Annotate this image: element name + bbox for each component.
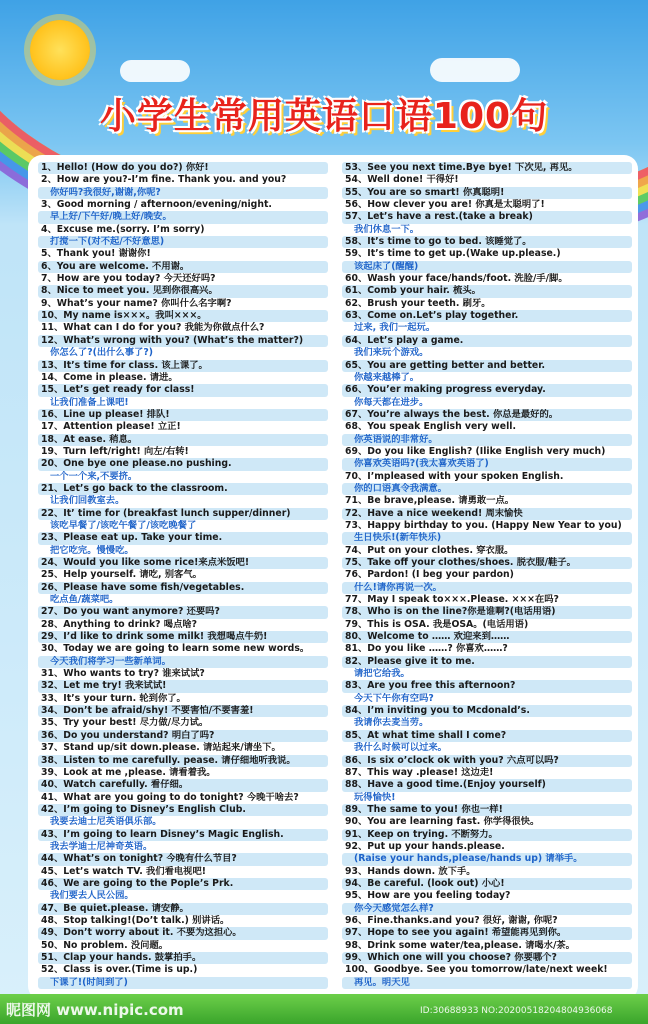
phrase-item: 53、See you next time.Bye bye! 下次见, 再见。 (342, 162, 632, 174)
phrase-translation: (Raise your hands,please/hands up) 请举手。 (342, 853, 632, 865)
phrase-item: 65、You are getting better and better. (342, 360, 632, 372)
phrase-item: 24、Would you like some rice!来点米饭吧! (38, 557, 328, 569)
phrase-translation: 你今天感觉怎么样? (342, 903, 632, 915)
phrase-item: 100、Goodbye. See you tomorrow/late/next week! (345, 964, 608, 976)
sun-decoration (30, 20, 90, 80)
phrase-translation: 生日快乐!(新年快乐) (342, 532, 632, 544)
phrase-translation: 我什么时候可以过来。 (354, 742, 447, 754)
phrase-item: 86、Is six o’clock ok with you? 六点可以吗? (342, 755, 632, 767)
phrase-item: 97、Hope to see you again! 希望能再见到你。 (342, 927, 632, 939)
phrase-item: 9、What’s your name? 你叫什么名字啊? (41, 297, 232, 309)
phrase-item: 17、Attention please! 立正! (41, 421, 181, 433)
phrase-translation: 什么!请你再说一次。 (342, 582, 632, 594)
phrase-item: 15、Let’s get ready for class! (38, 384, 328, 396)
phrase-item: 90、You are learning fast. 你学得很快。 (345, 816, 540, 828)
grass-footer (0, 994, 648, 1024)
phrase-item: 96、Fine.thanks.and you? 很好, 谢谢, 你呢? (345, 914, 558, 926)
phrase-translation: 该吃早餐了/该吃午餐了/该吃晚餐了 (50, 519, 197, 531)
phrase-item: 27、Do you want anymore? 还要吗? (38, 606, 328, 618)
phrase-item: 44、What’s on tonight? 今晚有什么节目? (38, 853, 328, 865)
phrase-translation: 一个一个来,不要挤。 (50, 470, 138, 482)
phrase-translation: 你喜欢英语吗?(我太喜欢英语了) (342, 458, 632, 470)
cloud-decoration (120, 60, 190, 82)
phrase-translation: 吃点鱼/蔬菜吧。 (50, 594, 119, 606)
phrase-item: 78、Who is on the line?你是谁啊?(电话用语) (342, 606, 632, 618)
phrase-item: 1、Hello! (How do you do?) 你好! (38, 162, 328, 174)
phrase-item: 71、Be brave,please. 请勇敢一点。 (345, 495, 515, 507)
phrase-item: 42、I’m going to Disney’s English Club. (38, 804, 328, 816)
phrase-item: 52、Class is over.(Time is up.) (41, 964, 198, 976)
phrase-item: 49、Don’t worry about it. 不要为这担心。 (38, 927, 328, 939)
phrase-item: 30、Today we are going to learn some new words。 (41, 643, 310, 655)
phrase-translation: 今天我们将学习一些新单词。 (38, 656, 328, 668)
phrase-item: 55、You are so smart! 你真聪明! (342, 187, 632, 199)
phrases-column-left (38, 162, 328, 989)
phrase-item: 70、I’mpleased with your spoken English. (345, 470, 564, 482)
phrase-item: 80、Welcome to …… 欢迎来到…… (342, 631, 632, 643)
phrase-translation: 再见。明天见 (342, 977, 632, 989)
phrase-translation: 打搅一下(对不起/不好意思) (38, 236, 328, 248)
phrase-item: 5、Thank you! 谢谢你! (41, 248, 151, 260)
phrase-translation: 你每天都在进步。 (354, 396, 429, 408)
phrase-translation: 把它吃完。慢慢吃。 (50, 544, 134, 556)
phrase-item: 22、It’ time for (breakfast lunch supper/dinner) (38, 508, 328, 520)
phrase-item: 95、How are you feeling today? (345, 890, 511, 902)
phrase-translation: 你的口语真令我满意。 (342, 483, 632, 495)
phrase-item: 28、Anything to drink? 喝点啥? (41, 618, 198, 630)
phrase-item: 77、May I speak to×××.Please. ×××在吗? (345, 594, 559, 606)
phrase-item: 25、Help yourself. 请吃, 别客气。 (41, 569, 202, 581)
phrase-translation: 让我们回教室去。 (50, 495, 125, 507)
phrase-translation: 该起床了(醒醒) (342, 261, 632, 273)
phrase-item: 98、Drink some water/tea,please. 请喝水/茶。 (345, 939, 575, 951)
phrase-item: 33、It’s your turn. 轮到你了。 (41, 692, 186, 704)
phrase-item: 14、Come in please. 请进。 (41, 371, 178, 383)
phrase-item: 82、Please give it to me. (342, 656, 632, 668)
phrase-item: 89、The same to you! 你也一样! (342, 804, 632, 816)
phrase-item: 37、Stand up/sit down.please. 请站起来/请坐下。 (41, 742, 281, 754)
phrase-item: 88、Have a good time.(Enjoy yourself) (342, 779, 632, 791)
phrase-translation: 过来, 我们一起玩。 (354, 322, 436, 334)
phrase-item: 38、Listen to me carefully. pease. 请仔细地听我说。 (38, 755, 328, 767)
phrase-item: 39、Look at me ,please. 请看着我。 (41, 766, 216, 778)
phrase-item: 72、Have a nice weekend! 周末愉快 (342, 508, 632, 520)
phrase-translation: 我们要去人民公园。 (50, 890, 134, 902)
phrase-translation: 让我们准备上课吧! (50, 396, 129, 408)
phrase-item: 12、What’s wrong with you? (What’s the matter?) (38, 335, 328, 347)
phrase-item: 26、Please have some fish/vegetables. (38, 582, 328, 594)
phrase-item: 16、Line up please! 排队! (38, 409, 328, 421)
phrase-item: 91、Keep on trying. 不断努力。 (342, 829, 632, 841)
phrase-item: 11、What can I do for you? 我能为你做点什么? (41, 322, 265, 334)
phrase-item: 29、I’d like to drink some milk! 我想喝点牛奶! (38, 631, 328, 643)
phrase-item: 7、How are you today? 今天还好吗? (41, 273, 216, 285)
phrase-translation: 玩得愉快! (354, 791, 396, 803)
phrase-item: 6、You are welcome. 不用谢。 (38, 261, 328, 273)
phrase-item: 54、Well done! 干得好! (345, 174, 459, 186)
phrase-item: 32、Let me try! 我来试试! (38, 680, 328, 692)
phrase-translation: 你好吗?我很好,谢谢,你呢? (38, 187, 328, 199)
phrase-item: 4、Excuse me.(sorry. I’m sorry) (41, 223, 205, 235)
phrase-item: 3、Good morning / afternoon/evening/night. (41, 199, 272, 211)
page-title: 小学生常用英语口语100句 (99, 96, 549, 137)
phrase-item: 99、Which one will you choose? 你要哪个? (342, 952, 632, 964)
phrase-item: 43、I’m going to learn Disney’s Magic English. (38, 829, 328, 841)
phrase-translation: 我要去迪士尼英语俱乐部。 (50, 816, 162, 828)
phrase-translation: 你怎么了?(出什么事了?) (50, 347, 153, 359)
phrase-item: 75、Take off your clothes/shoes. 脱衣服/鞋子。 (342, 557, 632, 569)
phrase-translation: 我请你去麦当劳。 (354, 717, 429, 729)
phrase-item: 62、Brush your teeth. 刷牙。 (345, 297, 491, 309)
phrase-item: 57、Let’s have a rest.(take a break) (342, 211, 632, 223)
cloud-decoration (430, 58, 520, 82)
phrase-item: 41、What are you going to do tonight? 今晚干啥去? (41, 791, 299, 803)
phrase-translation: 早上好/下午好/晚上好/晚安。 (38, 211, 328, 223)
phrase-item: 79、This is OSA. 我是OSA。(电话用语) (345, 618, 529, 630)
phrase-translation: 今天下午你有空吗? (354, 692, 434, 704)
phrase-item: 92、Put up your hands.please. (345, 840, 505, 852)
phrase-item: 40、Watch carefully. 看仔细。 (38, 779, 328, 791)
phrase-item: 69、Do you like English? (Ilike English very much) (345, 445, 606, 457)
phrase-item: 19、Turn left/right! 向左/右转! (41, 445, 189, 457)
phrase-item: 67、You’re always the best. 你总是最好的。 (342, 409, 632, 421)
phrase-item: 10、My name is×××。我叫×××。 (38, 310, 328, 322)
watermark-id: ID:30688933 NO:20200518204804936068 (420, 1006, 613, 1016)
phrase-item: 87、This way .please! 这边走! (345, 766, 494, 778)
phrase-item: 46、We are going to the Pople’s Prk. (38, 878, 328, 890)
phrase-item: 59、It’s time to get up.(Wake up.please.) (345, 248, 561, 260)
phrase-translation: 下课了!(时间到了) (38, 977, 328, 989)
phrase-translation: 我们休息一下。 (354, 223, 420, 235)
phrase-item: 18、At ease. 稍息。 (38, 434, 328, 446)
phrase-item: 13、It’s time for class. 该上课了。 (38, 360, 328, 372)
phrase-item: 85、At what time shall I come? (342, 730, 632, 742)
phrase-item: 20、One bye one please.no pushing. (38, 458, 328, 470)
phrase-item: 73、Happy birthday to you. (Happy New Year to you) (345, 519, 622, 531)
phrase-item: 21、Let’s go back to the classroom. (38, 483, 328, 495)
phrase-item: 50、No problem. 没问题。 (41, 939, 169, 951)
phrase-translation: 你越来越棒了。 (354, 371, 420, 383)
phrase-item: 61、Comb your hair. 梳头。 (342, 285, 632, 297)
phrase-item: 31、Who wants to try? 谁来试试? (41, 668, 205, 680)
phrase-translation: 请把它给我。 (354, 668, 410, 680)
phrase-item: 45、Let’s watch TV. 我们看电视吧! (41, 865, 207, 877)
watermark-logo: 昵图网 www.nipic.com (6, 1001, 184, 1019)
phrase-item: 2、How are you?-I’m fine. Thank you. and you? (41, 174, 287, 186)
phrase-item: 34、Don’t be afraid/shy! 不要害怕/不要害羞! (38, 705, 328, 717)
phrase-item: 60、Wash your face/hands/foot. 洗脸/手/脚。 (345, 273, 568, 285)
phrase-translation: 我去学迪士尼神奇英语。 (50, 840, 153, 852)
phrase-item: 76、Pardon! (I beg your pardon) (345, 569, 514, 581)
phrase-item: 94、Be careful. (look out) 小心! (342, 878, 632, 890)
phrase-item: 84、I’m inviting you to Mcdonald’s. (342, 705, 632, 717)
phrase-item: 93、Hands down. 放下手。 (345, 865, 476, 877)
phrases-column-right (342, 162, 632, 989)
phrase-item: 66、You’er making progress everyday. (342, 384, 632, 396)
phrase-item: 48、Stop talking!(Do’t talk.) 别讲话。 (41, 914, 230, 926)
phrase-item: 63、Come on.Let’s play together. (342, 310, 632, 322)
phrase-item: 35、Try your best! 尽力做/尽力试。 (41, 717, 209, 729)
phrase-item: 56、How clever you are! 你真是太聪明了! (345, 199, 545, 211)
phrase-item: 68、You speak English very well. (345, 421, 516, 433)
phrase-item: 64、Let’s play a game. (342, 335, 632, 347)
phrase-item: 23、Please eat up. Take your time. (38, 532, 328, 544)
phrase-translation: 你英语说的非常好。 (342, 434, 632, 446)
phrase-translation: 我们来玩个游戏。 (354, 347, 429, 359)
phrase-item: 74、Put on your clothes. 穿衣服。 (345, 544, 514, 556)
phrase-item: 83、Are you free this afternoon? (342, 680, 632, 692)
phrase-item: 8、Nice to meet you. 见到你很高兴。 (38, 285, 328, 297)
phrase-item: 51、Clap your hands. 鼓掌拍手。 (38, 952, 328, 964)
phrase-item: 81、Do you like ……? 你喜欢……? (345, 643, 508, 655)
phrase-item: 58、It’s time to go to bed. 该睡觉了。 (342, 236, 632, 248)
phrase-item: 47、Be quiet.please. 请安静。 (38, 903, 328, 915)
phrase-item: 36、Do you understand? 明白了吗? (38, 730, 328, 742)
